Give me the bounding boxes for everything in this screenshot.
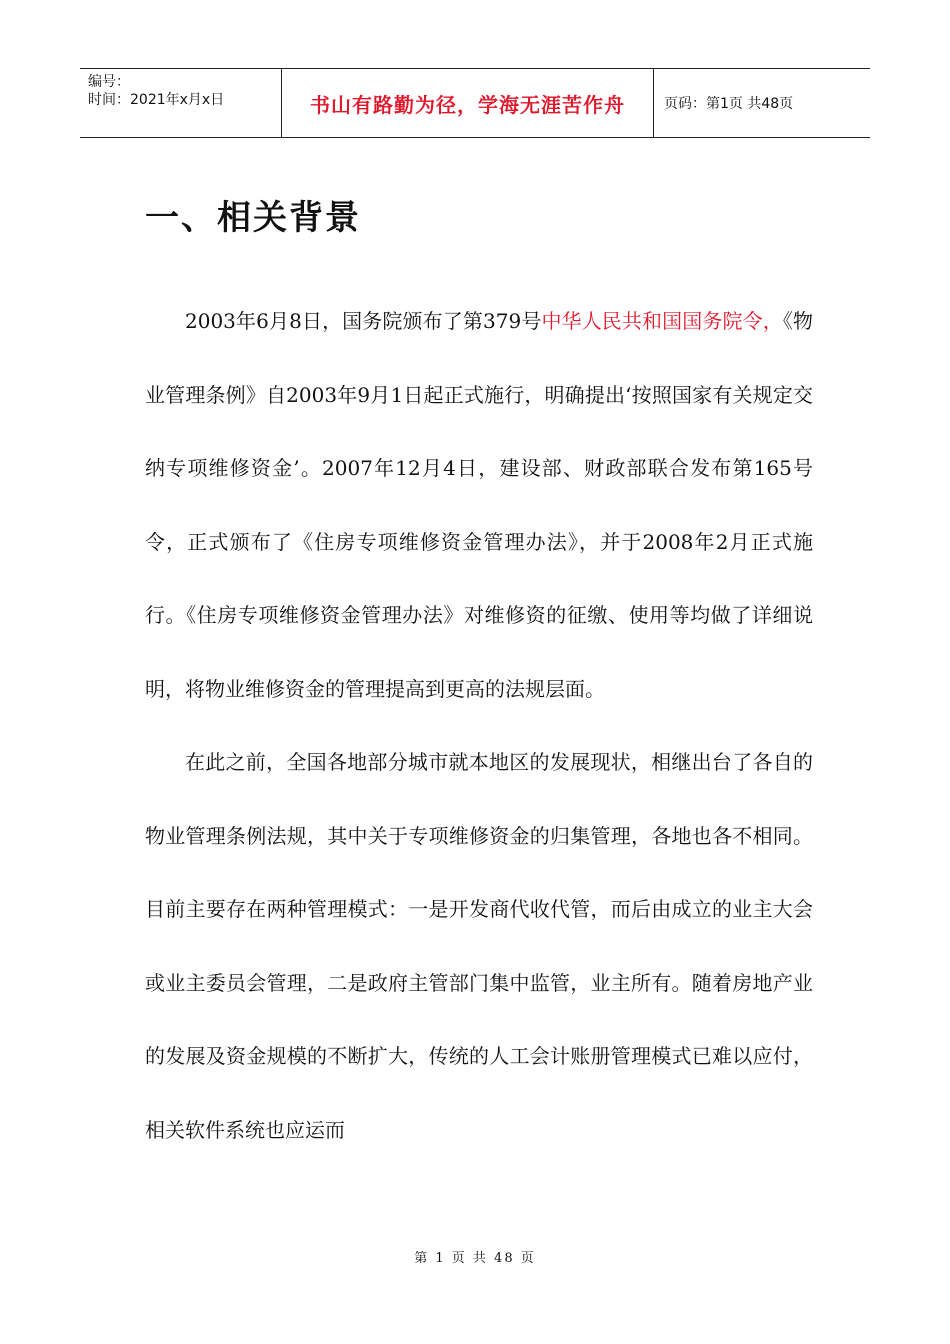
header-meta-cell bbox=[80, 69, 282, 137]
header-page-info: 页码：第1页 共48页 bbox=[664, 96, 794, 112]
document-body bbox=[145, 285, 813, 1167]
document-time-label: 时间：2021年x月x日 bbox=[88, 92, 225, 108]
document-number-label: 编号： bbox=[88, 74, 130, 90]
section-heading: 一、相关背景 bbox=[145, 198, 361, 238]
header-table bbox=[80, 68, 870, 138]
paragraph-1 bbox=[145, 285, 813, 726]
paragraph-2: 在此之前，全国各地部分城市就本地区的发展现状，相继出台了各自的物业管理条例法规，其中关于专项维修资金的归集管理，各地也各不相同。目前主要存在两种管理模式：一是开发商代收代管，而后由成立的业主大会或业主委员会管理，二是政府主管部门集中监管，业主所有。随着房地产业的发展及资金规模的不断扩大，传统的人工会计账册管理模式已难以应付，相关软件系统也应运而 bbox=[145, 750, 813, 1142]
paragraph-1-post: 《物业管理条例》自2003年9月1日起正式施行，明确提出‘按照国家有关规定交纳专项维修资金’。2007年12月4日，建设部、财政部联合发布第165号令，正式颁布了《住房专项维修资金管理办法》，并于2008年2月正式施行。《住房专项维修资金管理办法》对维修资的征缴、使用等均做了详细说明，将物业维修资金的管理提高到更高的法规层面。 bbox=[145, 309, 813, 701]
paragraph-1-pre: 2003年6月8日，国务院颁布了第379号 bbox=[185, 309, 542, 333]
header-motto: 书山有路勤为径，学海无涯苦作舟 bbox=[282, 69, 654, 137]
decree-link-text: 中华人民共和国国务院令， bbox=[541, 309, 783, 333]
page-footer: 第 1 页 共 48 页 bbox=[414, 1251, 536, 1266]
